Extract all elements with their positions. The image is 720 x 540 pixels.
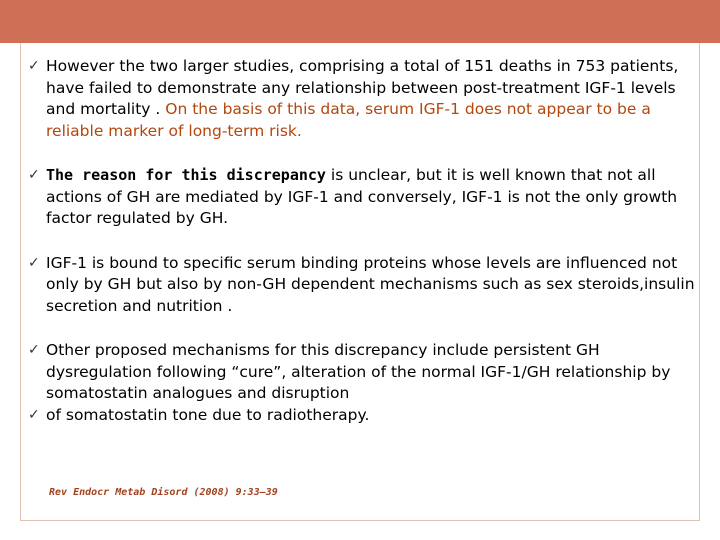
citation: Rev Endocr Metab Disord (2008) 9:33–39 [49,487,278,498]
bullet-1-highlight: On the basis of this data, serum IGF-1 does not appear to be a reliable marker of long-term risk. [46,100,651,140]
bullet-4-text: Other proposed mechanisms for this discrepancy include persistent GH dysregulation following “cure”, alteration of the normal IGF-1/GH relationship by somatostatin analogues and disruption [46,341,671,402]
check-icon: ✓ [28,167,40,183]
check-icon: ✓ [28,342,40,358]
check-icon: ✓ [28,406,40,423]
bullet-2-emphasis: The reason for this discrepancy [46,166,326,184]
slide-body [26,56,706,426]
bullet-3 [26,253,706,318]
check-icon: ✓ [28,58,40,74]
bullet-1-text: However the two larger studies, comprising a total of 151 deaths in 753 patients, have failed to demonstrate any relationship between post-treatment IGF-1 levels and mortality . [46,57,679,118]
bullet-2 [26,165,706,230]
bullet-2-text: is unclear, but it is well known that not all actions of GH are mediated by IGF-1 and conversely, IGF-1 is not the only growth factor regulated by GH. [46,166,678,227]
bullet-1 [26,56,706,142]
bullet-4 [26,340,706,405]
header-bar [0,0,720,43]
bullet-5 [26,405,706,427]
check-icon: ✓ [28,254,40,271]
bullet-3-text: IGF-1 is bound to specific serum binding proteins whose levels are influenced not only by GH but also by non-GH dependent mechanisms such as sex steroids,insulin secretion and nutrition . [46,253,695,315]
bullet-4-continuation: of somatostatin tone due to radiotherapy. [46,405,370,424]
